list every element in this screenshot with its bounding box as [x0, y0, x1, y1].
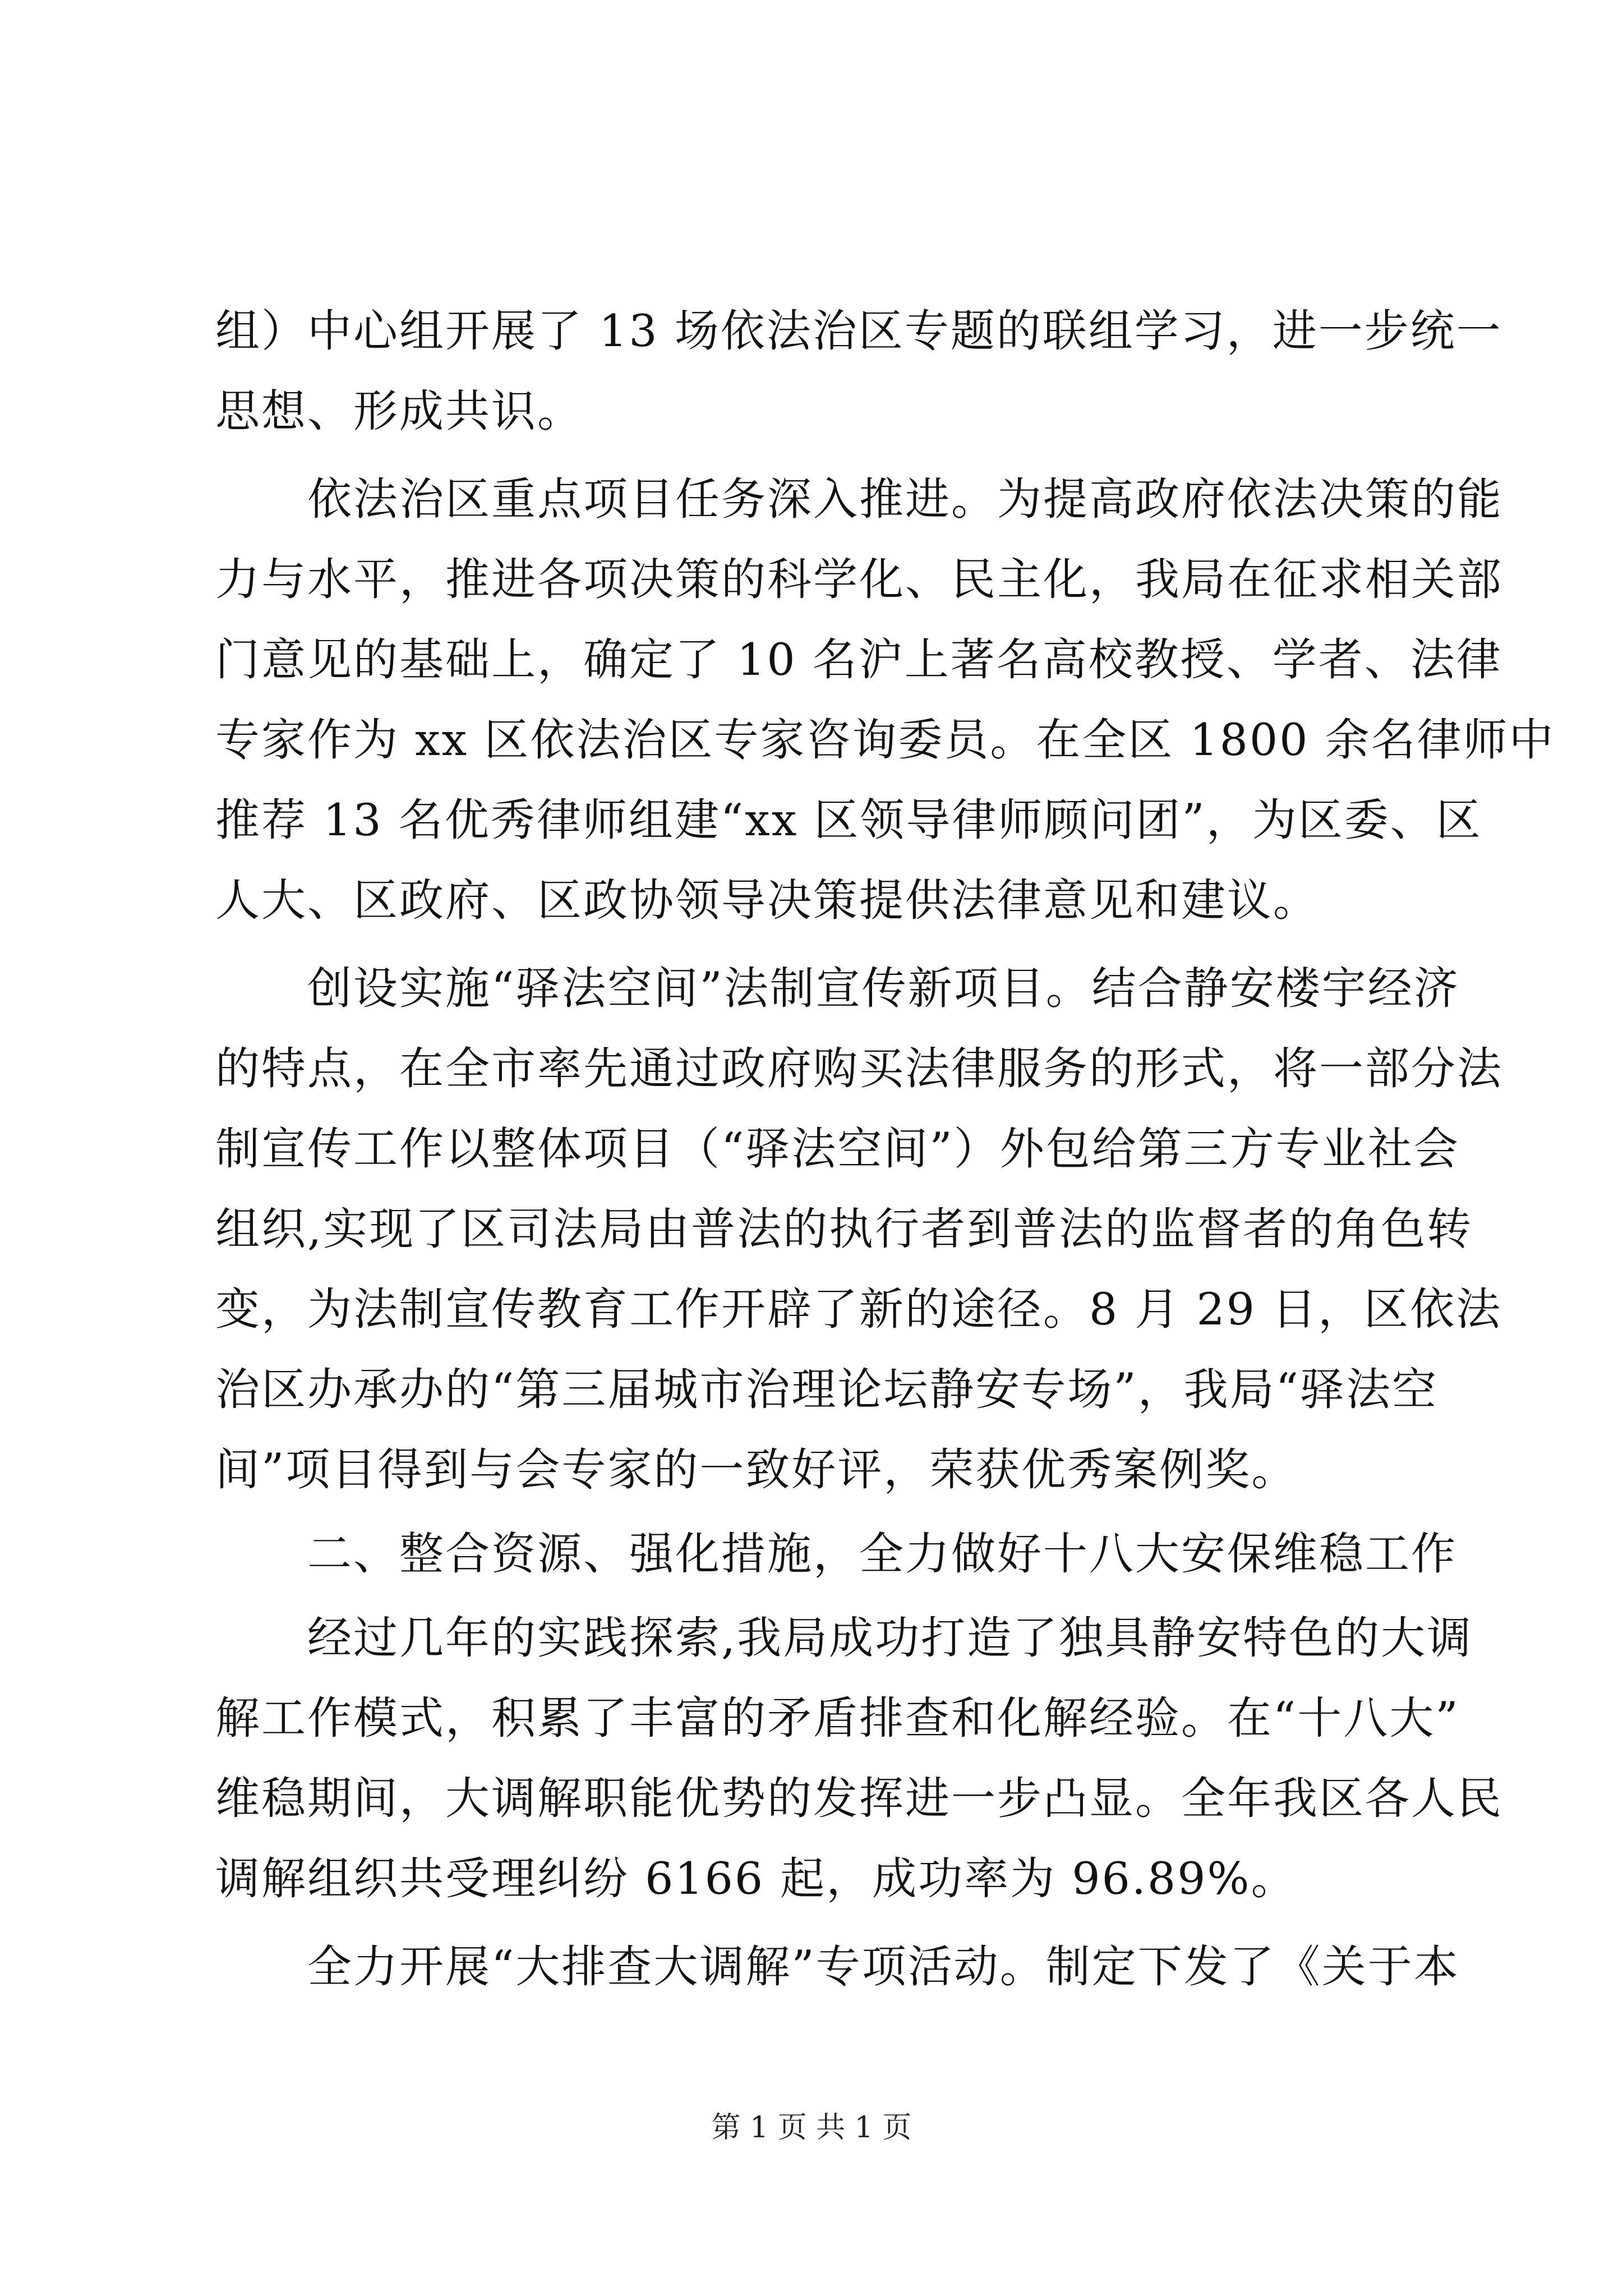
text-line: 专家作为 xx 区依法治区专家咨询委员。在全区 1800 余名律师中 — [215, 714, 1555, 766]
text-line: 治区办承办的“第三届城市治理论坛静安专场”，我局“驿法空 — [215, 1364, 1438, 1415]
text-line: 的特点，在全市率先通过政府购买法律服务的形式，将一部分法 — [215, 1043, 1503, 1094]
text-line: 维稳期间，大调解职能优势的发挥进一步凸显。全年我区各人民 — [215, 1773, 1503, 1824]
text-line: 制宣传工作以整体项目（“驿法空间”）外包给第三方专业社会 — [215, 1123, 1460, 1175]
text-line: 依法治区重点项目任务深入推进。为提高政府依法决策的能 — [215, 473, 1503, 525]
page-number-footer: 第 1 页 共 1 页 — [711, 2111, 912, 2145]
text-line: 经过几年的实践探索,我局成功打造了独具静安特色的大调 — [215, 1612, 1473, 1664]
section-heading: 二、整合资源、强化措施，全力做好十八大安保维稳工作 — [215, 1528, 1457, 1580]
text-line: 门意见的基础上，确定了 10 名沪上著名高校教授、学者、法律 — [215, 634, 1502, 685]
text-line: 调解组织共受理纠纷 6166 起，成功率为 96.89%。 — [215, 1853, 1297, 1904]
text-line: 力与水平，推进各项决策的科学化、民主化，我局在征求相关部 — [215, 554, 1503, 605]
text-line: 解工作模式，积累了丰富的矛盾排查和化解经验。在“十八大” — [215, 1692, 1460, 1744]
text-line: 创设实施“驿法空间”法制宣传新项目。结合静安楼宇经济 — [215, 963, 1460, 1014]
text-line: 全力开展“大排查大调解”专项活动。制定下发了《关于本 — [215, 1941, 1460, 1993]
text-line: 组）中心组开展了 13 场依法治区专题的联组学习，进一步统一 — [215, 305, 1502, 357]
text-line: 人大、区政府、区政协领导决策提供法律意见和建议。 — [215, 875, 1319, 926]
text-line: 变，为法制宣传教育工作开辟了新的途径。8 月 29 日，区依法 — [215, 1283, 1502, 1335]
text-line: 间”项目得到与会专家的一致好评，荣获优秀案例奖。 — [215, 1444, 1298, 1496]
text-line: 推荐 13 名优秀律师组建“xx 区领导律师顾问团”，为区委、区 — [215, 794, 1482, 846]
text-line: 组织,实现了区司法局由普法的执行者到普法的监督者的角色转 — [215, 1203, 1473, 1255]
text-line: 思想、形成共识。 — [215, 385, 583, 437]
